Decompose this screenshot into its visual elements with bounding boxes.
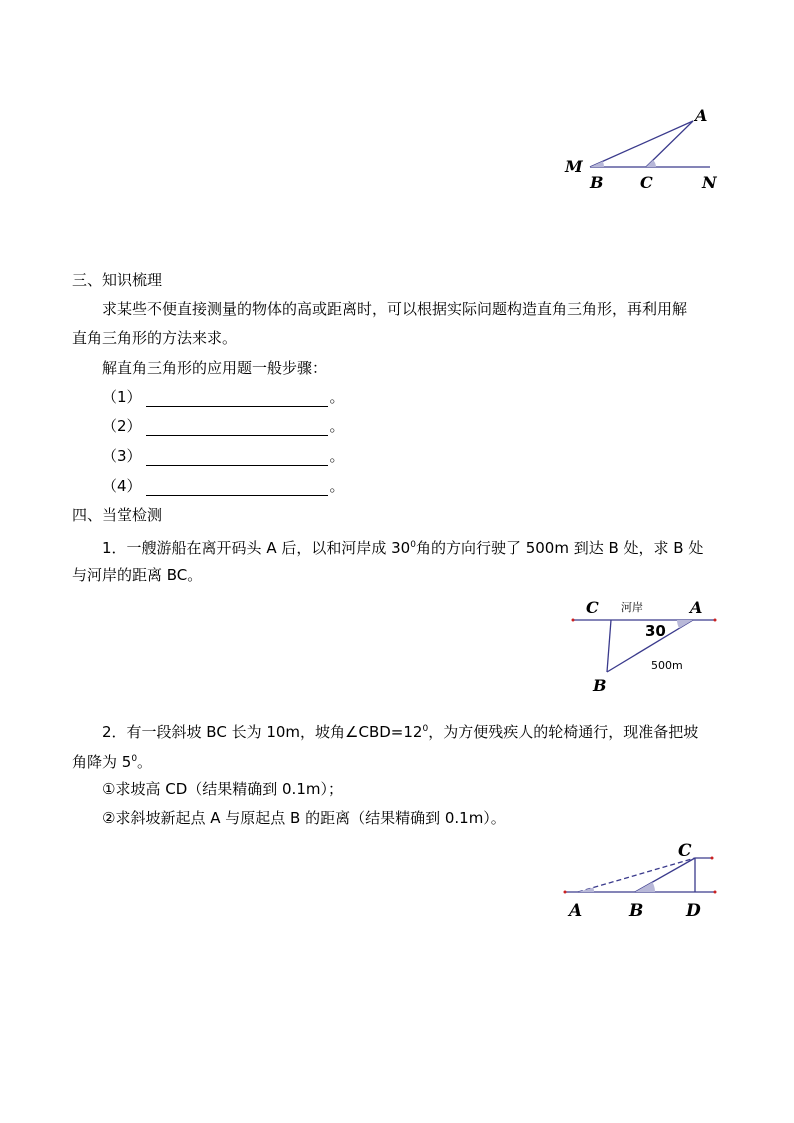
step-item — [102, 446, 345, 466]
section3-heading: 三、知识梳理 — [72, 271, 163, 289]
label-b: B — [593, 676, 607, 695]
label-c: C — [640, 173, 653, 192]
figure-slope — [560, 835, 720, 925]
label-a: A — [569, 901, 583, 921]
step-number: （4） — [102, 477, 142, 495]
step-end: 。 — [329, 477, 345, 495]
label-b: B — [629, 901, 644, 921]
q2-line2-text-a: 角降为 5 — [72, 753, 132, 771]
label-n: N — [702, 173, 717, 192]
angle-a-mark — [578, 888, 594, 893]
segment-cb — [607, 620, 611, 672]
angle-a-mark — [677, 620, 693, 628]
angle-b-mark — [590, 161, 604, 167]
section3-para1-line1: 求某些不便直接测量的物体的高或距离时，可以根据实际问题构造直角三角形，再利用解 — [102, 300, 688, 318]
step-number: （1） — [102, 388, 142, 406]
segment-ab — [590, 121, 693, 167]
label-a: A — [695, 106, 708, 125]
label-m: M — [565, 157, 583, 176]
step-item — [102, 416, 345, 436]
label-a: A — [690, 598, 703, 617]
step-number: （2） — [102, 417, 142, 435]
label-river: 河岸 — [621, 601, 643, 614]
section4-heading: 四、当堂检测 — [72, 506, 163, 524]
figure-triangle-mbcn — [560, 100, 730, 200]
label-500m: 500m — [651, 659, 683, 672]
angle-b-mark — [635, 882, 655, 892]
segment-ac-dashed — [578, 858, 695, 892]
section3-para2: 解直角三角形的应用题一般步骤： — [102, 359, 328, 377]
label-angle-30: 30 — [645, 622, 666, 640]
step-item — [102, 476, 345, 496]
q2-line2-text-b: 。 — [137, 753, 153, 771]
q2-line2 — [72, 749, 152, 772]
step-blank[interactable] — [146, 421, 328, 436]
q2-sub2: ②求斜坡新起点 A 与原起点 B 的距离（结果精确到 0.1m）。 — [102, 809, 506, 827]
label-b: B — [590, 173, 604, 192]
step-end: 。 — [329, 388, 345, 406]
figure-river-triangle — [565, 595, 725, 695]
step-item — [102, 387, 345, 407]
step-blank[interactable] — [146, 481, 328, 496]
angle-c-mark — [646, 160, 656, 167]
step-number: （3） — [102, 447, 142, 465]
q2-text-a: 2．有一段斜坡 BC 长为 10m，坡角∠CBD=12 — [102, 723, 423, 741]
q2-text-b: ，为方便残疾人的轮椅通行，现准备把坡 — [428, 723, 699, 741]
q2-degree-sup: 0 — [422, 724, 429, 734]
label-d: D — [686, 901, 701, 921]
q1-text-b: 角的方向行驶了 500m 到达 B 处，求 B 处 — [415, 539, 704, 557]
q1-line2: 与河岸的距离 BC。 — [72, 566, 203, 584]
q2-line2-degree-sup: 0 — [131, 754, 138, 764]
section3-para1-line2: 直角三角形的方法来求。 — [72, 329, 238, 347]
q1-line1 — [102, 535, 703, 558]
step-blank[interactable] — [146, 392, 328, 407]
q2-line1 — [102, 719, 698, 742]
label-c: C — [678, 841, 692, 861]
step-blank[interactable] — [146, 451, 328, 466]
q1-text-a: 1．一艘游船在离开码头 A 后，以和河岸成 30 — [102, 539, 411, 557]
step-end: 。 — [329, 417, 345, 435]
q2-sub1: ①求坡高 CD（结果精确到 0.1m）； — [102, 780, 343, 798]
step-end: 。 — [329, 447, 345, 465]
label-c: C — [586, 598, 599, 617]
q1-degree-sup: 0 — [410, 540, 416, 550]
